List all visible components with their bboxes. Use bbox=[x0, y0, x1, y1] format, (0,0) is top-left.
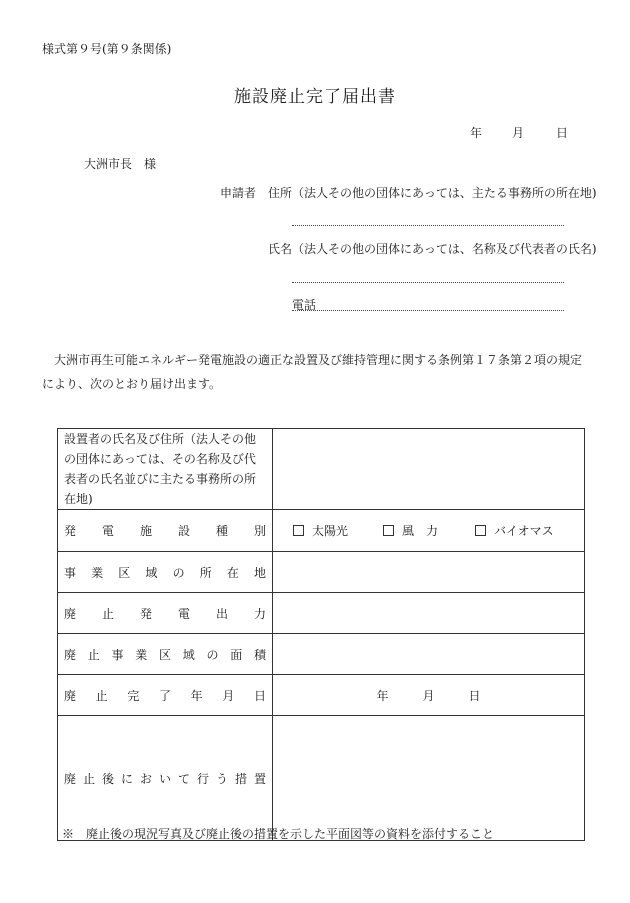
applicant-label: 申請者 bbox=[220, 186, 257, 200]
name-caption: 氏名（法人その他の団体にあっては、名称及び代表者の氏名) bbox=[268, 242, 597, 256]
option-label: 太陽光 bbox=[312, 524, 349, 538]
abolished-area-field[interactable] bbox=[273, 634, 585, 675]
date-year-label: 年 bbox=[470, 126, 483, 140]
form-number: 様式第９号(第９条関係) bbox=[42, 42, 172, 56]
phone-entry-line[interactable] bbox=[292, 310, 564, 311]
table-row bbox=[58, 552, 585, 593]
table-row bbox=[58, 675, 585, 716]
date-month-label: 月 bbox=[512, 126, 525, 140]
abolished-area-label: 廃止事業区域の面積 bbox=[58, 634, 273, 675]
completion-date-label: 廃止完了年月日 bbox=[58, 675, 273, 716]
completion-date-field[interactable] bbox=[273, 675, 585, 716]
abolished-output-label: 廃止発電出力 bbox=[58, 593, 273, 634]
declaration-paragraph: 大洲市再生可能エネルギー発電施設の適正な設置及び維持管理に関する条例第１７条第２項の規定により、次のとおり届け出ます。 bbox=[42, 353, 583, 391]
table-row bbox=[58, 510, 585, 552]
address-entry-line[interactable] bbox=[292, 225, 564, 226]
table-row bbox=[58, 593, 585, 634]
installer-name-address-label: 設置者の氏名及び住所（法人その他の団体にあっては、その名称及び代表者の氏名並びに主たる事務所の所在地) bbox=[58, 429, 273, 510]
address-caption: 住所（法人その他の団体にあっては、主たる事務所の所在地) bbox=[268, 186, 597, 200]
project-location-field[interactable] bbox=[273, 552, 585, 593]
checkbox-icon[interactable] bbox=[383, 525, 394, 536]
option-label: バイオマス bbox=[494, 524, 554, 538]
option-biomass[interactable] bbox=[475, 522, 554, 539]
addressee: 大洲市長 様 bbox=[84, 157, 157, 171]
abolished-output-field[interactable] bbox=[273, 593, 585, 634]
facility-type-label: 発電施設種別 bbox=[58, 510, 273, 552]
completion-month-label: 月 bbox=[422, 688, 435, 703]
post-abolition-measures-label: 廃止後において行う措置 bbox=[58, 716, 273, 841]
option-solar[interactable] bbox=[293, 522, 383, 539]
project-location-label: 事業区域の所在地 bbox=[58, 552, 273, 593]
date-line bbox=[470, 124, 568, 141]
post-abolition-measures-field[interactable] bbox=[273, 716, 585, 841]
table-row bbox=[58, 429, 585, 510]
facility-type-options bbox=[273, 510, 585, 552]
completion-year-label: 年 bbox=[376, 688, 389, 703]
option-label: 風 力 bbox=[402, 524, 439, 538]
option-wind[interactable] bbox=[383, 522, 475, 539]
table-row bbox=[58, 716, 585, 841]
installer-name-address-field[interactable] bbox=[273, 429, 585, 510]
name-entry-line[interactable] bbox=[292, 282, 564, 283]
phone-label: 電話 bbox=[292, 298, 317, 312]
completion-day-label: 日 bbox=[468, 688, 481, 703]
document-title: 施設廃止完了届出書 bbox=[234, 87, 396, 107]
attachment-note: ※ 廃止後の現況写真及び廃止後の措置を示した平面図等の資料を添付すること bbox=[62, 827, 495, 841]
application-table bbox=[57, 428, 585, 841]
date-day-label: 日 bbox=[556, 126, 569, 140]
checkbox-icon[interactable] bbox=[475, 525, 486, 536]
table-row bbox=[58, 634, 585, 675]
checkbox-icon[interactable] bbox=[293, 525, 304, 536]
